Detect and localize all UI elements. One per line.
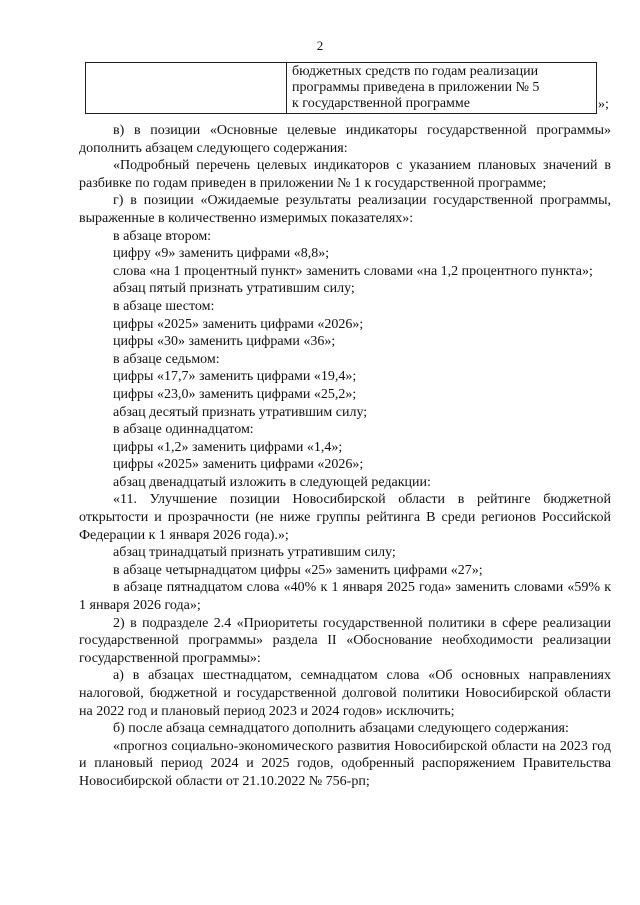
paragraph: «прогноз социально-экономического развития Новосибирской области на 2023 год и плановый период 2024 и 2025 годов, одобренный распоряжением Правительства Новосибирской области от 21.10.2022 № 756-рп; <box>79 738 611 789</box>
paragraph: в абзаце седьмом: <box>113 351 220 367</box>
table-line: программы приведена в приложении № 5 <box>292 80 540 95</box>
document-body <box>79 122 611 791</box>
paragraph: в) в позиции «Основные целевые индикаторы государственной программы» дополнить абзацем следующего содержания: <box>79 123 611 156</box>
paragraph: абзац десятый признать утратившим силу; <box>113 404 368 420</box>
paragraph: в абзаце одиннадцатом: <box>113 422 254 438</box>
continued-table <box>85 62 597 114</box>
paragraph: 2) в подразделе 2.4 «Приоритеты государственной политики в сфере реализации государственной программы» раздела II «Обоснование необходимости реализации государственной программы»: <box>79 615 611 666</box>
paragraph: в абзаце четырнадцатом цифры «25» заменить цифрами «27»; <box>113 562 483 578</box>
paragraph: цифры «23,0» заменить цифрами «25,2»; <box>113 386 357 402</box>
paragraph: «11. Улучшение позиции Новосибирской области в рейтинге бюджетной открытости и прозрачности (не ниже группы рейтинга B среди регионов Российской Федерации к 1 января 2026 года).»; <box>79 492 611 543</box>
table-right-cell <box>292 64 592 112</box>
paragraph: цифры «1,2» заменить цифрами «1,4»; <box>113 439 343 455</box>
paragraph: «Подробный перечень целевых индикаторов с указанием плановых значений в разбивке по годам приведен в приложении № 1 к государственной программе; <box>79 158 611 191</box>
paragraph: в абзаце шестом: <box>113 298 215 314</box>
page-number: 2 <box>316 38 324 53</box>
table-closing-quote: »; <box>598 97 609 112</box>
paragraph: б) после абзаца семнадцатого дополнить абзацами следующего содержания: <box>113 721 569 737</box>
paragraph: слова «на 1 процентный пункт» заменить словами «на 1,2 процентного пункта»; <box>113 263 593 279</box>
paragraph: цифры «2025» заменить цифрами «2026»; <box>113 457 364 473</box>
paragraph: г) в позиции «Ожидаемые результаты реализации государственной программы, выраженные в количественно измеримых показателях»: <box>79 193 611 226</box>
paragraph: цифры «30» заменить цифрами «36»; <box>113 334 336 350</box>
paragraph: цифру «9» заменить цифрами «8,8»; <box>113 246 330 262</box>
paragraph: в абзаце втором: <box>113 228 212 244</box>
paragraph: абзац тринадцатый признать утратившим силу; <box>113 545 396 561</box>
table-line: бюджетных средств по годам реализации <box>292 64 539 79</box>
paragraph: абзац пятый признать утратившим силу; <box>113 281 355 297</box>
paragraph: цифры «17,7» заменить цифрами «19,4»; <box>113 369 357 385</box>
paragraph: а) в абзацах шестнадцатом, семнадцатом слова «Об основных направлениях налоговой, бюджетной и государственной долговой политики Новосибирской области на 2022 год и плановый период 2023 и 2024 годов» исключить; <box>79 668 611 719</box>
paragraph: в абзаце пятнадцатом слова «40% к 1 января 2025 года» заменить словами «59% к 1 января 2026 года»; <box>79 580 611 614</box>
paragraph: цифры «2025» заменить цифрами «2026»; <box>113 316 364 332</box>
table-left-cell <box>86 63 287 113</box>
paragraph: абзац двенадцатый изложить в следующей редакции: <box>113 474 431 490</box>
table-line: к государственной программе <box>292 96 470 111</box>
